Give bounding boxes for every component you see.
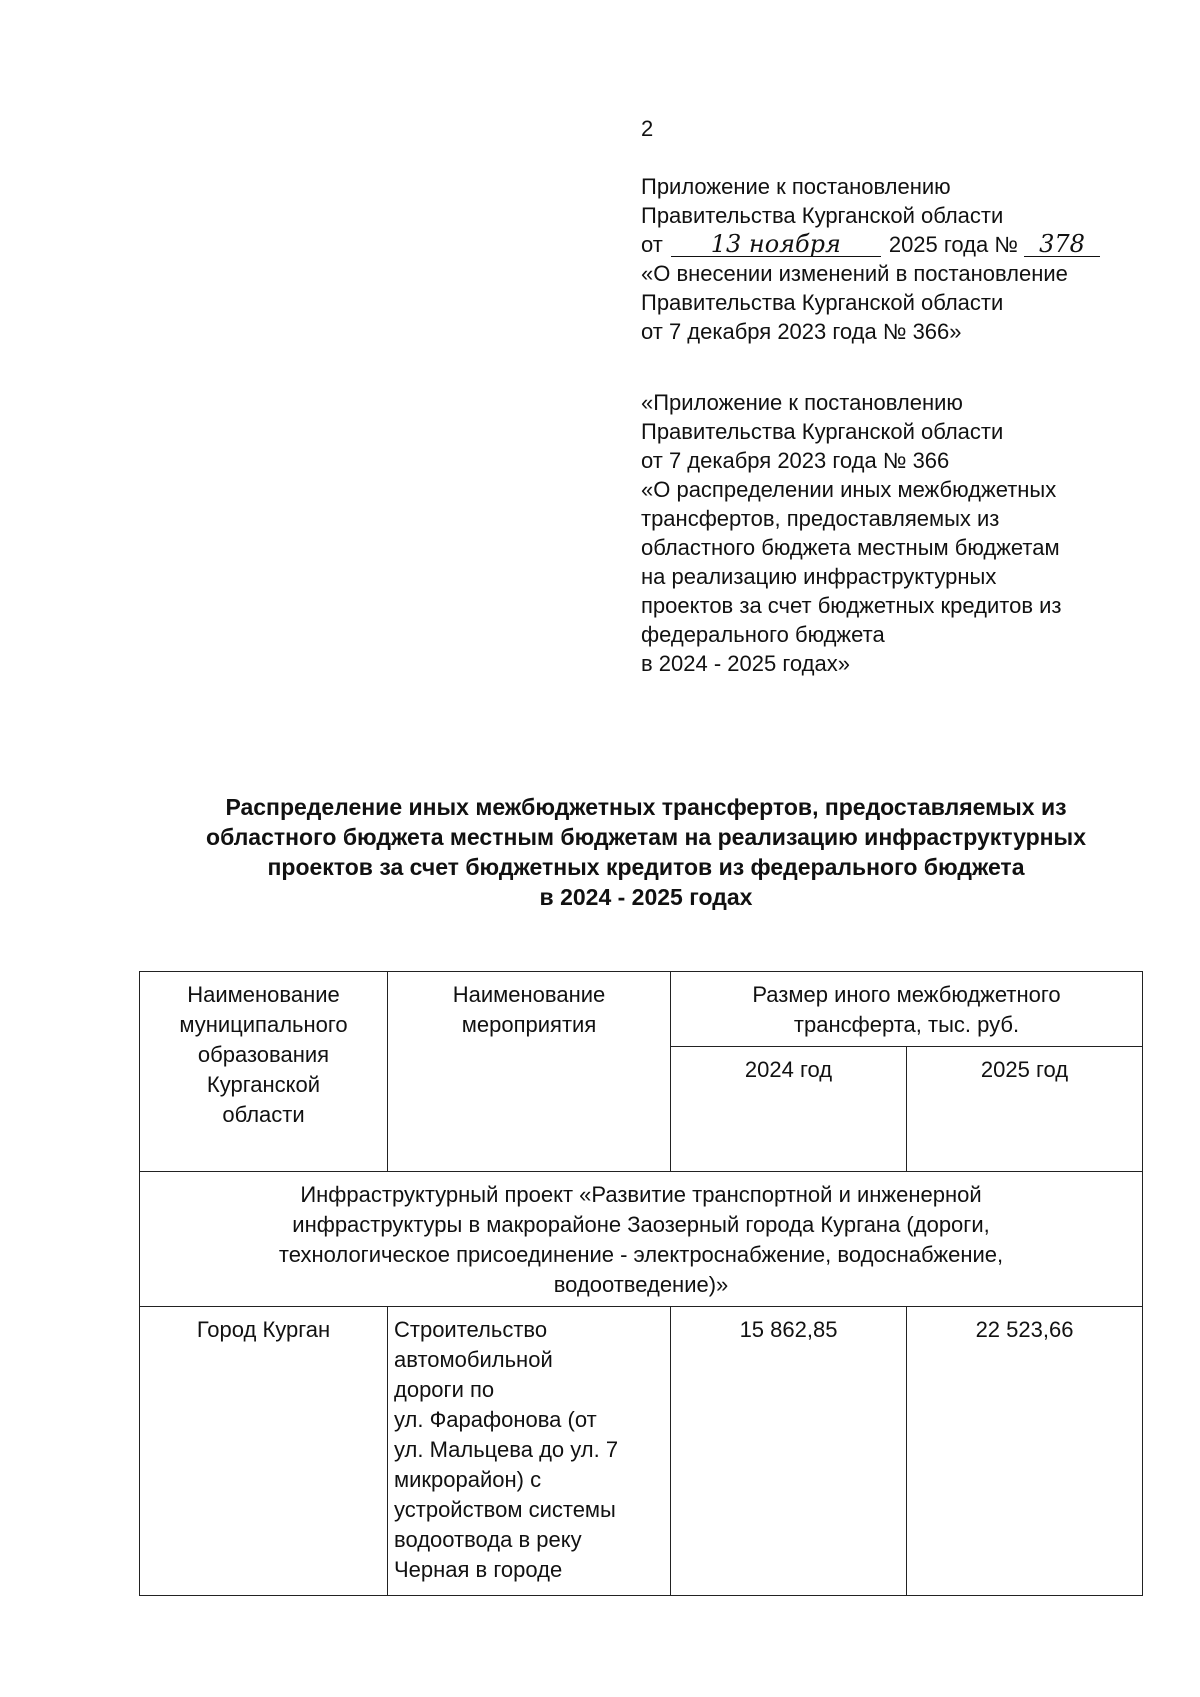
annex-header-line: Правительства Курганской области — [641, 290, 1004, 315]
annex-header-line: «О внесении изменений в постановление — [641, 261, 1068, 286]
budget-table — [139, 971, 1143, 1596]
handwritten-date: 13 ноября — [671, 232, 881, 257]
original-annex-block — [641, 388, 1161, 678]
header-municipality: Наименование муниципального образования Курганской области — [140, 972, 388, 1172]
title-line: проектов за счет бюджетных кредитов из федерального бюджета — [267, 854, 1025, 880]
annex-date-line — [641, 230, 1161, 259]
header-year-2024: 2024 год — [671, 1047, 907, 1172]
header-transfer-size: Размер иного межбюджетного трансферта, тыс. руб. — [671, 972, 1143, 1047]
table-group-row — [140, 1172, 1143, 1307]
title-line: областного бюджета местным бюджетам на реализацию инфраструктурных — [206, 824, 1086, 850]
handwritten-number: 378 — [1024, 232, 1100, 257]
event-cell: Строительство автомобильной дороги по ул. Фарафонова (от ул. Мальцева до ул. 7 микрорайон) с устройством системы водоотвода в реку Черная в городе — [388, 1307, 671, 1596]
year-text: 2025 года № — [888, 232, 1018, 257]
value-2024-cell: 15 862,85 — [671, 1307, 907, 1596]
original-annex-line: областного бюджета местным бюджетам — [641, 535, 1060, 560]
title-line: в 2024 - 2025 годах — [539, 884, 753, 910]
table-row — [140, 1307, 1143, 1596]
original-annex-line: в 2024 - 2025 годах» — [641, 651, 850, 676]
original-annex-line: от 7 декабря 2023 года № 366 — [641, 448, 950, 473]
original-annex-line: Правительства Курганской области — [641, 419, 1004, 444]
original-annex-line: федерального бюджета — [641, 622, 885, 647]
annex-header-line: от 7 декабря 2023 года № 366» — [641, 319, 962, 344]
annex-header-line: Приложение к постановлению — [641, 174, 951, 199]
original-annex-line: трансфертов, предоставляемых из — [641, 506, 1000, 531]
table-header-row — [140, 972, 1143, 1047]
page-number: 2 — [641, 116, 654, 141]
original-annex-line: на реализацию инфраструктурных — [641, 564, 997, 589]
annex-header — [641, 172, 1161, 346]
group-title-cell: Инфраструктурный проект «Развитие транспортной и инженерной инфраструктуры в макрорайоне Заозерный города Кургана (дороги, технологическое присоединение - электроснабжение, водоснабжение, водоотведение)» — [140, 1172, 1143, 1307]
municipality-cell: Город Курган — [140, 1307, 388, 1596]
annex-header-line: Правительства Курганской области — [641, 203, 1004, 228]
header-year-2025: 2025 год — [907, 1047, 1143, 1172]
title-line: Распределение иных межбюджетных трансфертов, предоставляемых из — [225, 794, 1067, 820]
value-2025-cell: 22 523,66 — [907, 1307, 1143, 1596]
from-prefix: от — [641, 232, 663, 257]
original-annex-line: «О распределении иных межбюджетных — [641, 477, 1057, 502]
original-annex-line: проектов за счет бюджетных кредитов из — [641, 593, 1062, 618]
document-title — [120, 792, 1172, 912]
original-annex-line: «Приложение к постановлению — [641, 390, 963, 415]
header-event: Наименование мероприятия — [388, 972, 671, 1172]
